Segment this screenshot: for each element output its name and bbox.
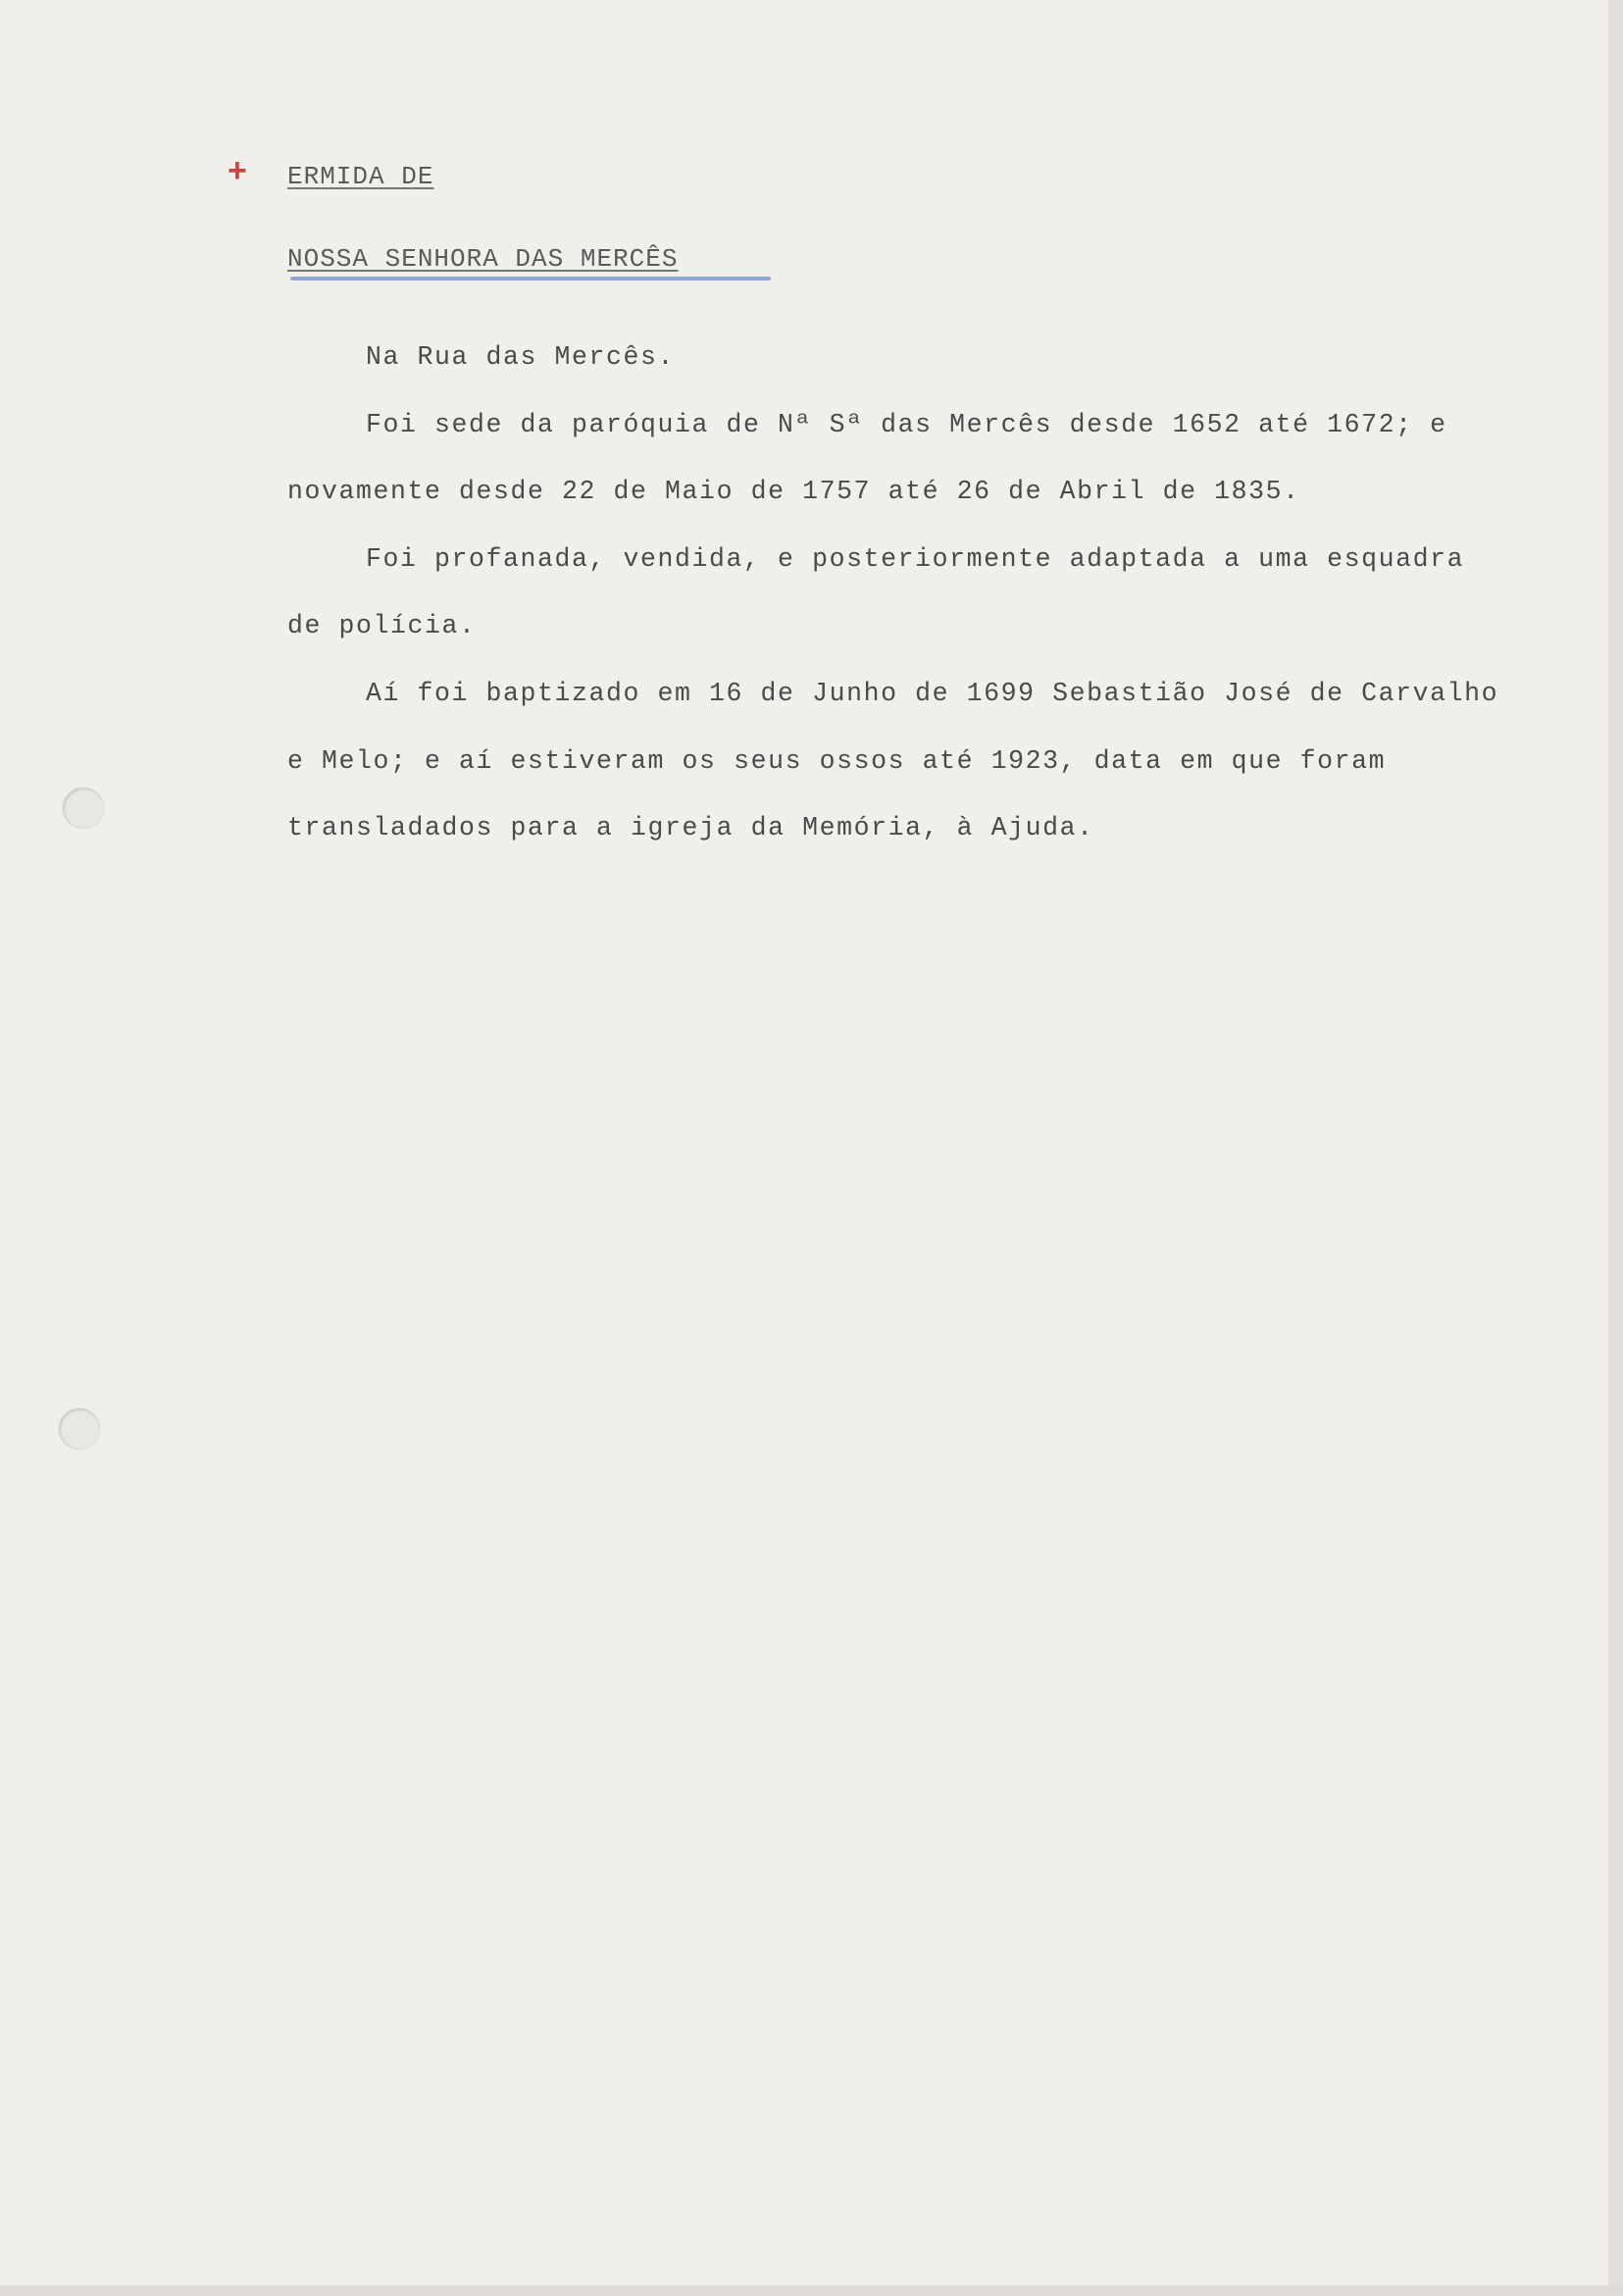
red-cross-mark: + [228, 152, 247, 189]
punch-hole [59, 1408, 100, 1450]
paragraph-parish-history: Foi sede da paróquia de Nª Sª das Mercês desde 1652 até 1672; e novamente desde 22 de Maio de 1757 até 26 de Abril de 1835. [287, 409, 1447, 507]
heading-line-1: ERMIDA DE [287, 162, 434, 191]
punch-hole [63, 788, 104, 829]
heading-line-2: NOSSA SENHORA DAS MERCÊS [287, 244, 679, 274]
blue-pencil-underline [290, 277, 771, 281]
page-edge-right [1608, 0, 1623, 2296]
body-text [287, 324, 1503, 862]
page-edge-bottom [0, 2285, 1623, 2296]
paragraph-baptism: Aí foi baptizado em 16 de Junho de 1699 Sebastião José de Carvalho e Melo; e aí estiveram os seus ossos até 1923, data em que foram transladados para a igreja da Memória, à Ajuda. [287, 678, 1499, 843]
paragraph-location: Na Rua das Mercês. [366, 342, 676, 372]
paragraph-profanation: Foi profanada, vendida, e posteriormente adaptada a uma esquadra de polícia. [287, 543, 1465, 641]
